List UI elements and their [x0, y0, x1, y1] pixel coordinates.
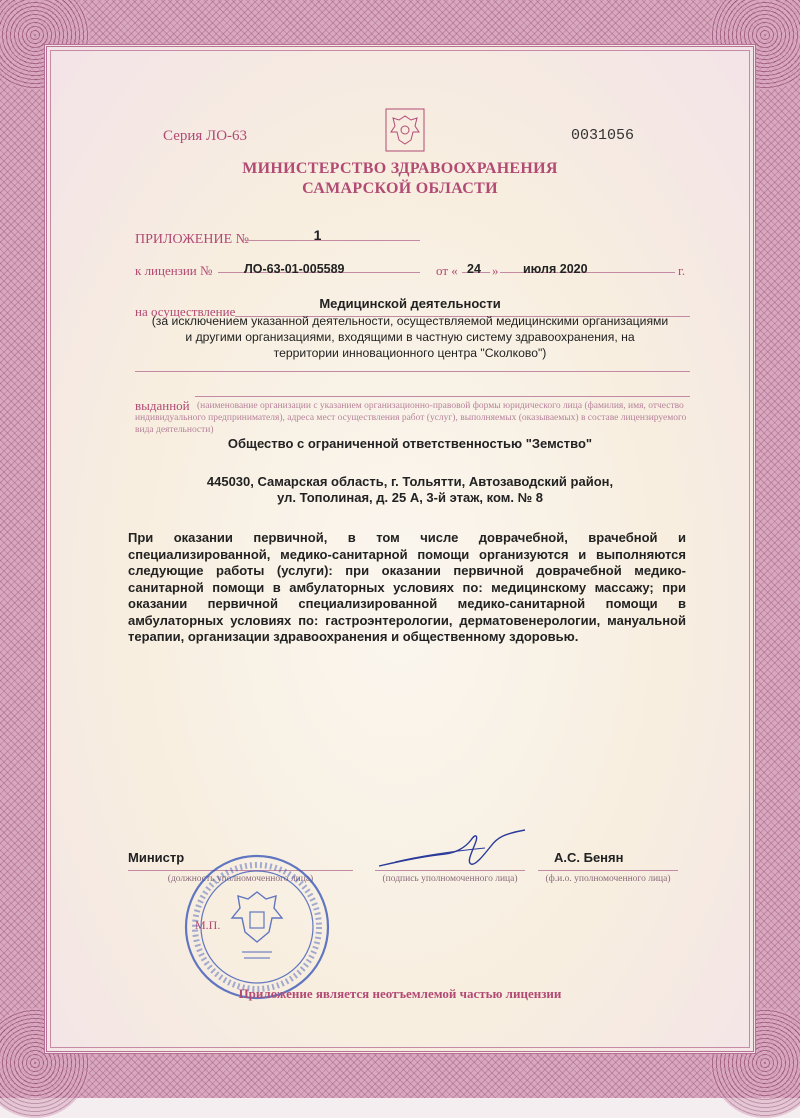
coat-of-arms-icon	[385, 108, 425, 152]
name-caption: (ф.и.о. уполномоченного лица)	[545, 874, 671, 884]
license-label: к лицензии №	[135, 263, 213, 278]
signature-caption: (подпись уполномоченного лица)	[382, 874, 518, 884]
issued-line	[195, 395, 690, 397]
name-line	[538, 858, 678, 871]
issued-label: выданной	[135, 398, 190, 413]
official-seal-icon	[182, 852, 332, 1002]
position-caption: (должность уполномоченного лица)	[167, 874, 314, 884]
activity-title: Медицинской деятельности	[319, 296, 501, 311]
appendix-label: ПРИЛОЖЕНИЕ №	[135, 232, 249, 247]
stamp-place-label: М.П.	[195, 918, 221, 932]
activity-scope-line2: и другими организациями, входящими в частную систему здравоохранения, на	[185, 330, 635, 344]
license-number: ЛО-63-01-005589	[244, 262, 345, 276]
address-line2: ул. Тополиная, д. 25 А, 3-й этаж, ком. № 8	[277, 490, 543, 505]
address-line1: 445030, Самарская область, г. Тольятти, Автозаводский район,	[206, 474, 614, 489]
series-label: Серия ЛО-63	[163, 128, 248, 144]
issued-note: (наименование организации с указанием организационно-правовой формы юридического лица (фамилия, имя, отчество индивидуального предпринимателя), адреса мест осуществления работ (услуг), выполняемых (оказываемых) в составе лицензируемого вида деятельности)	[135, 401, 687, 435]
signatory-name: А.С. Бенян	[554, 850, 624, 865]
document-number: 0031056	[571, 127, 635, 144]
license-day: 24	[467, 262, 481, 276]
signatory-position: Министр	[128, 850, 185, 865]
activity-line-2	[135, 370, 690, 372]
activity-scope-line1: (за исключением указанной деятельности, осуществляемой медицинскими организациями	[151, 314, 669, 328]
activity-scope-line3: территории инновационного центра "Сколково")	[273, 346, 547, 360]
appendix-number: 1	[313, 227, 322, 243]
footer-note: Приложение является неотъемлемой частью лицензии	[238, 986, 562, 1001]
license-month-year: июля 2020	[523, 262, 588, 276]
signature-line	[375, 858, 525, 871]
activity-label: на осуществление	[135, 304, 236, 319]
license-year-suffix: г.	[678, 263, 686, 278]
license-from-label: от «	[436, 263, 458, 278]
ministry-title-line1: МИНИСТЕРСТВО ЗДРАВООХРАНЕНИЯ	[242, 160, 558, 177]
license-day-close: »	[492, 263, 499, 278]
organization-name: Общество с ограниченной ответственностью "Земство"	[227, 436, 593, 451]
ministry-title-line2: САМАРСКОЙ ОБЛАСТИ	[302, 180, 498, 197]
services-paragraph: При оказании первичной, в том числе доврачебной, врачебной и специализированной, медико-санитарной помощи организуются и выполняются следующие работы (услуги): при оказании первичной доврачебной медико-санитарной помощи в амбулаторных условиях по: медицинскому массажу; при оказании первичной специализированной медико-санитарной помощи в амбулаторных условиях по: гастроэнтерологии, дерматовенерологии, мануальной терапии, организации здравоохранения и общественному здоровью.	[128, 530, 686, 644]
